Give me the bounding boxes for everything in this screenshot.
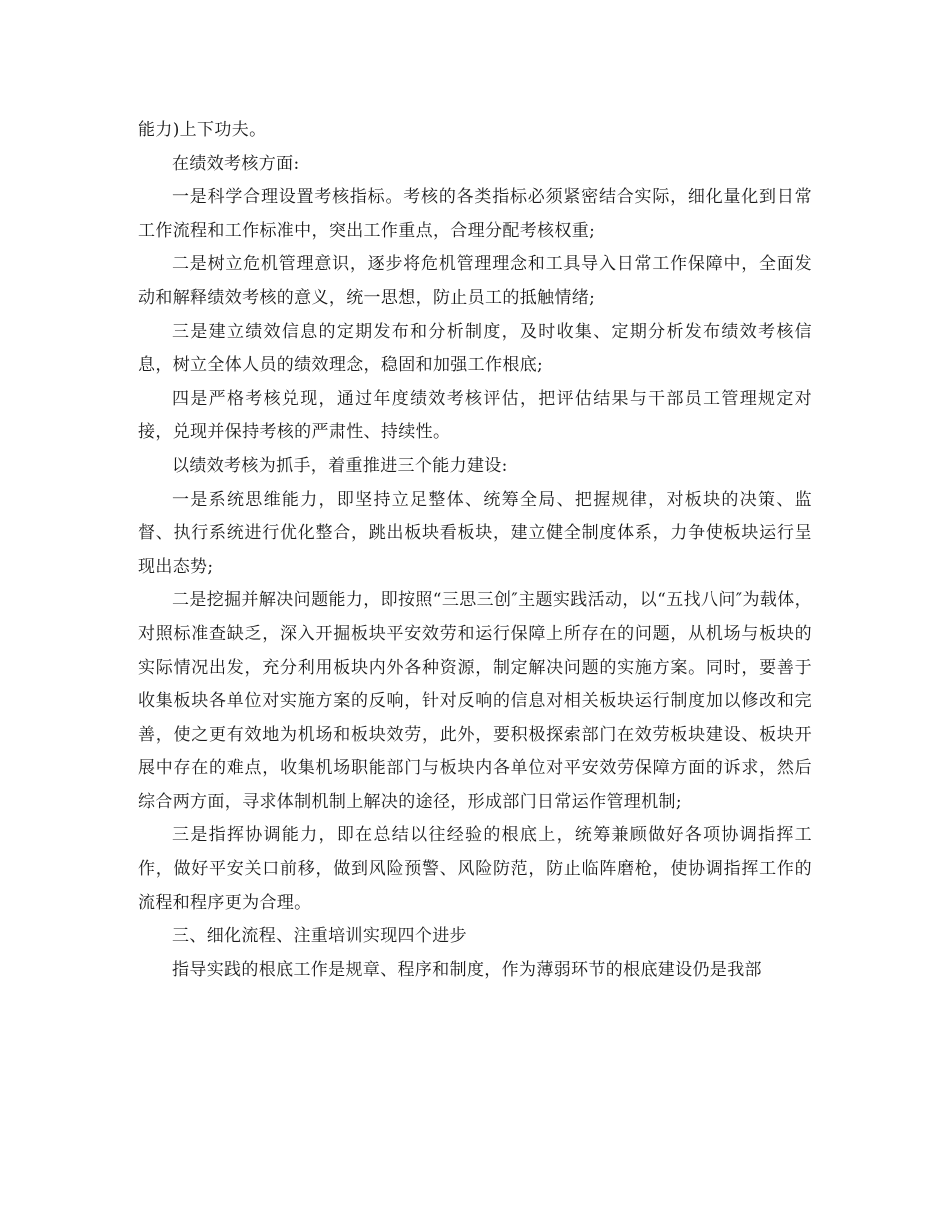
paragraph-2: 在绩效考核方面: [172,153,300,174]
paragraph-8: 一是系统思维能力，即坚持立足整体、统筹全局、把握规律，对板块的决策、监督、执行系统进行优化整合，跳出板块看板块，建立健全制度体系，力争使板块运行呈现出态势; [138,489,812,577]
paragraph-3: 一是科学合理设置考核指标。考核的各类指标必须紧密结合实际，细化量化到日常工作流程和工作标准中，突出工作重点，合理分配考核权重; [138,187,812,241]
paragraph-6: 四是严格考核兑现，通过年度绩效考核评估，把评估结果与干部员工管理规定对接，兑现并保持考核的严肃性、持续性。 [138,388,812,443]
paragraph-1: 能力)上下功夫。 [138,120,267,140]
paragraph-7: 以绩效考核为抓手，着重推进三个能力建设: [172,455,508,476]
paragraph-5: 三是建立绩效信息的定期发布和分析制度，及时收集、定期分析发布绩效考核信息，树立全体人员的绩效理念，稳固和加强工作根底; [138,321,812,376]
paragraph-9: 二是挖掘并解决问题能力，即按照“三思三创″主题实践活动，以“五找八问″为载体，对照标准查缺乏，深入开掘板块平安效劳和运行保障上所存在的问题，从机场与板块的实际情况出发，充分利用板块内外各种资源，制定解决问题的实施方案。同时，要善于收集板块各单位对实施方案的反响，针对反响的信息对相关板块运行制度加以修改和完善，使之更有效地为机场和板块效劳，此外，要积极探索部门在效劳板块建设、板块开展中存在的难点，收集机场职能部门与板块内各单位对平安效劳保障方面的诉求，然后综合两方面，寻求体制机制上解决的途径，形成部门日常运作管理机制; [138,590,812,812]
paragraph-4: 二是树立危机管理意识，逐步将危机管理理念和工具导入日常工作保障中，全面发动和解释绩效考核的意义，统一思想，防止员工的抵触情绪; [138,254,812,308]
paragraph-10: 三是指挥协调能力，即在总结以往经验的根底上，统筹兼顾做好各项协调指挥工作，做好平安关口前移，做到风险预警、风险防范，防止临阵磨枪，使协调指挥工作的流程和程序更为合理。 [138,825,812,913]
document-body [138,114,812,987]
paragraph-11: 三、细化流程、注重培训实现四个进步 [172,926,467,947]
paragraph-12: 指导实践的根底工作是规章、程序和制度，作为薄弱环节的根底建设仍是我部 [172,959,762,980]
